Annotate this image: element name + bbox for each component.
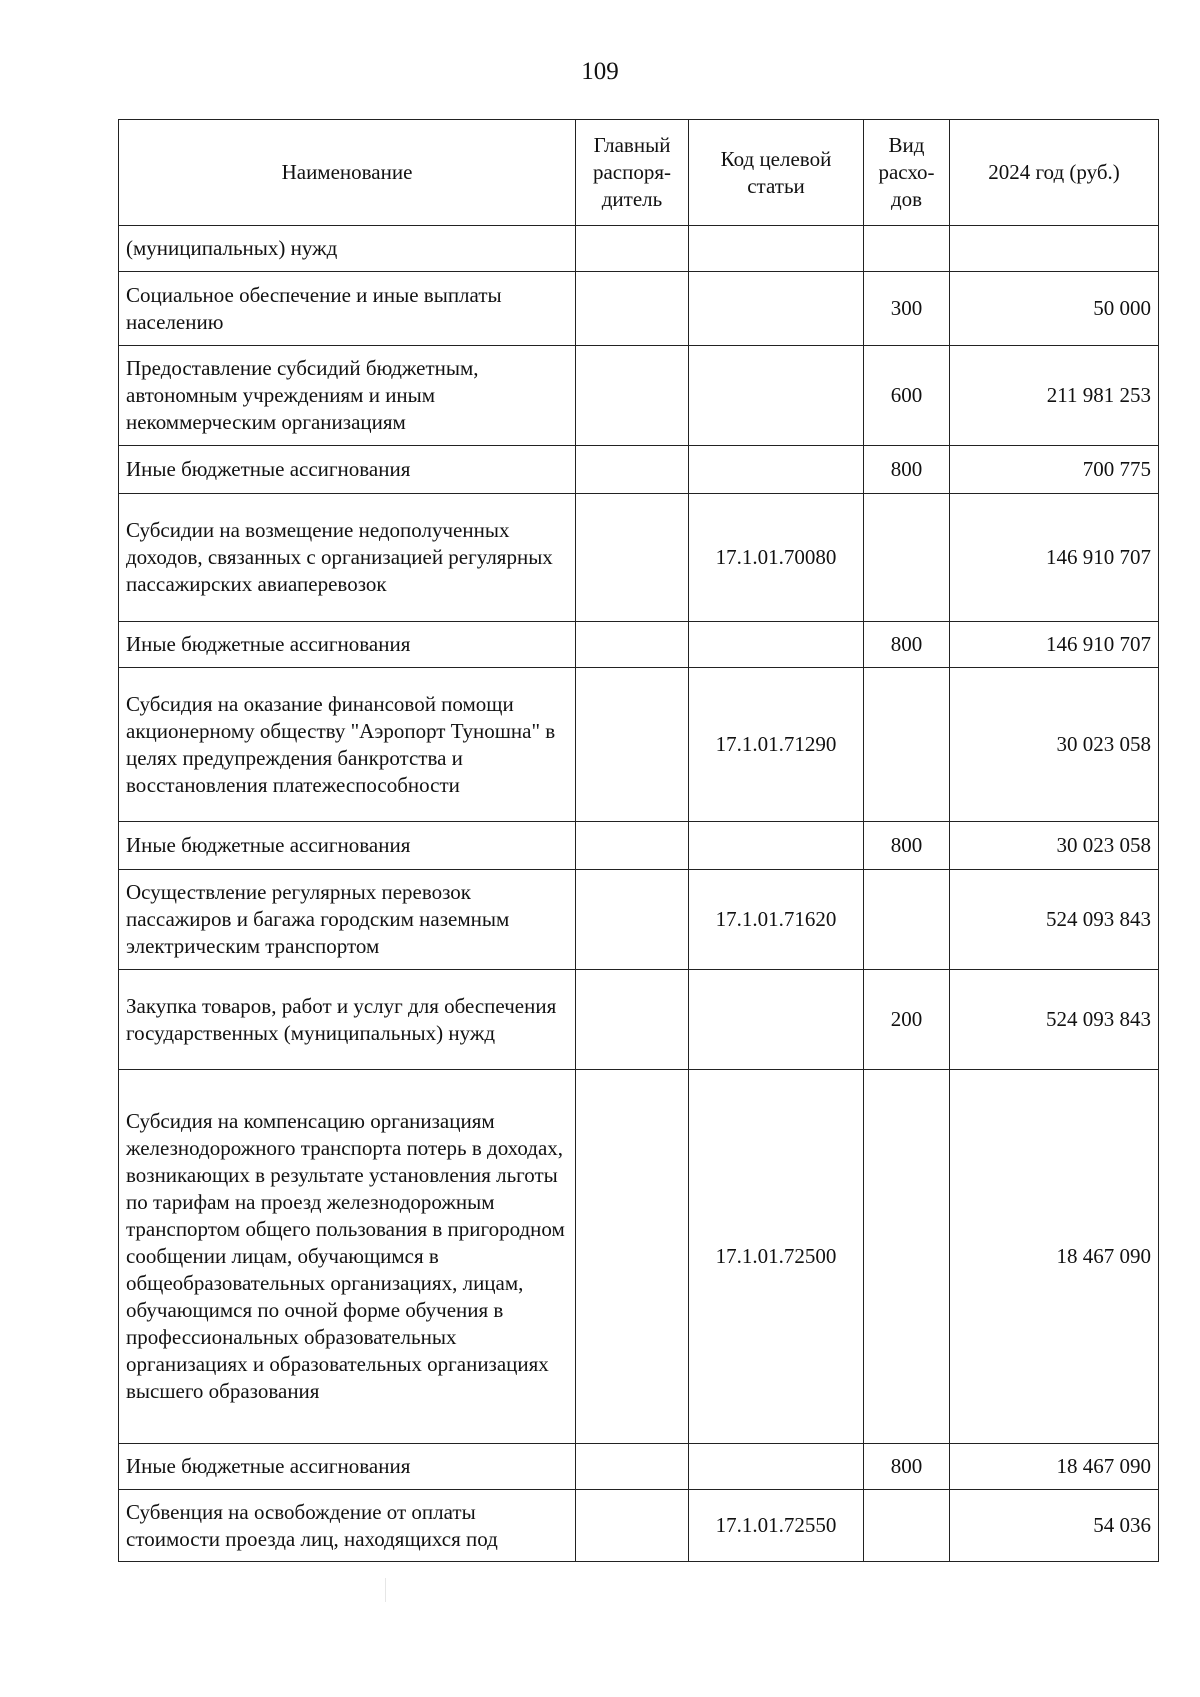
row-name: Иные бюджетные ассигнования [119, 622, 576, 668]
table-row [119, 446, 1159, 494]
row-glavny [576, 346, 689, 446]
row-vid [864, 494, 950, 622]
row-amount: 54 036 [950, 1490, 1159, 1562]
row-kod: 17.1.01.71290 [689, 668, 864, 822]
header-name: Наименование [119, 120, 576, 226]
row-vid: 800 [864, 1444, 950, 1490]
header-vid: Вид расхо-дов [864, 120, 950, 226]
row-glavny [576, 668, 689, 822]
header-kod: Код целевой статьи [689, 120, 864, 226]
table-header-row [119, 120, 1159, 226]
table-row [119, 668, 1159, 822]
row-name: Иные бюджетные ассигнования [119, 446, 576, 494]
row-kod [689, 272, 864, 346]
row-kod [689, 226, 864, 272]
table-row [119, 1070, 1159, 1444]
row-name: Иные бюджетные ассигнования [119, 1444, 576, 1490]
row-amount [950, 226, 1159, 272]
row-kod [689, 1444, 864, 1490]
row-kod [689, 346, 864, 446]
row-glavny [576, 1490, 689, 1562]
row-name: Осуществление регулярных перевозок пассажиров и багажа городским наземным электрическим транспортом [119, 870, 576, 970]
row-glavny [576, 822, 689, 870]
row-name: Субсидии на возмещение недополученных доходов, связанных с организацией регулярных пассажирских авиаперевозок [119, 494, 576, 622]
row-amount: 18 467 090 [950, 1070, 1159, 1444]
scan-artifact [385, 1578, 386, 1602]
row-amount: 18 467 090 [950, 1444, 1159, 1490]
header-glavny: Главный распоря-дитель [576, 120, 689, 226]
row-name: Субвенция на освобождение от оплаты стоимости проезда лиц, находящихся под [119, 1490, 576, 1562]
table-row [119, 1444, 1159, 1490]
row-amount: 524 093 843 [950, 970, 1159, 1070]
row-kod [689, 822, 864, 870]
row-amount: 30 023 058 [950, 668, 1159, 822]
row-glavny [576, 226, 689, 272]
row-vid: 200 [864, 970, 950, 1070]
row-amount: 146 910 707 [950, 494, 1159, 622]
table-row [119, 970, 1159, 1070]
row-glavny [576, 1070, 689, 1444]
row-name: Субсидия на оказание финансовой помощи акционерному обществу "Аэропорт Туношна" в целях предупреждения банкротства и восстановления платежеспособности [119, 668, 576, 822]
row-vid: 300 [864, 272, 950, 346]
row-glavny [576, 1444, 689, 1490]
row-kod: 17.1.01.72500 [689, 1070, 864, 1444]
table-row [119, 822, 1159, 870]
row-name: Субсидия на компенсацию организациям железнодорожного транспорта потерь в доходах, возникающих в результате установления льготы по тарифам на проезд железнодорожным транспортом общего пользования в пригородном сообщении лицам, обучающимся в общеобразовательных организациях, лицам, обучающимся по очной форме обучения в профессиональных образовательных организациях и образовательных организациях высшего образования [119, 1070, 576, 1444]
row-amount: 30 023 058 [950, 822, 1159, 870]
table-row [119, 494, 1159, 622]
table-row [119, 272, 1159, 346]
row-glavny [576, 622, 689, 668]
row-amount: 524 093 843 [950, 870, 1159, 970]
row-glavny [576, 272, 689, 346]
row-vid [864, 870, 950, 970]
row-vid: 800 [864, 822, 950, 870]
row-glavny [576, 494, 689, 622]
row-kod: 17.1.01.70080 [689, 494, 864, 622]
row-vid [864, 1070, 950, 1444]
table-row [119, 870, 1159, 970]
row-name: Закупка товаров, работ и услуг для обеспечения государственных (муниципальных) нужд [119, 970, 576, 1070]
row-vid [864, 226, 950, 272]
row-glavny [576, 446, 689, 494]
page-number: 109 [581, 58, 619, 85]
row-kod [689, 970, 864, 1070]
row-name: Иные бюджетные ассигнования [119, 822, 576, 870]
row-vid: 600 [864, 346, 950, 446]
row-name: Предоставление субсидий бюджетным, автономным учреждениям и иным некоммерческим организациям [119, 346, 576, 446]
table-row [119, 226, 1159, 272]
budget-table [118, 119, 1159, 1562]
table-row [119, 346, 1159, 446]
row-kod [689, 446, 864, 494]
header-year: 2024 год (руб.) [950, 120, 1159, 226]
row-vid: 800 [864, 446, 950, 494]
row-amount: 50 000 [950, 272, 1159, 346]
table-row [119, 1490, 1159, 1562]
row-vid [864, 1490, 950, 1562]
row-vid: 800 [864, 622, 950, 668]
row-name: (муниципальных) нужд [119, 226, 576, 272]
row-glavny [576, 870, 689, 970]
row-glavny [576, 970, 689, 1070]
row-name: Социальное обеспечение и иные выплаты населению [119, 272, 576, 346]
row-amount: 211 981 253 [950, 346, 1159, 446]
row-vid [864, 668, 950, 822]
row-amount: 146 910 707 [950, 622, 1159, 668]
row-kod: 17.1.01.71620 [689, 870, 864, 970]
table-row [119, 622, 1159, 668]
row-kod [689, 622, 864, 668]
row-amount: 700 775 [950, 446, 1159, 494]
row-kod: 17.1.01.72550 [689, 1490, 864, 1562]
